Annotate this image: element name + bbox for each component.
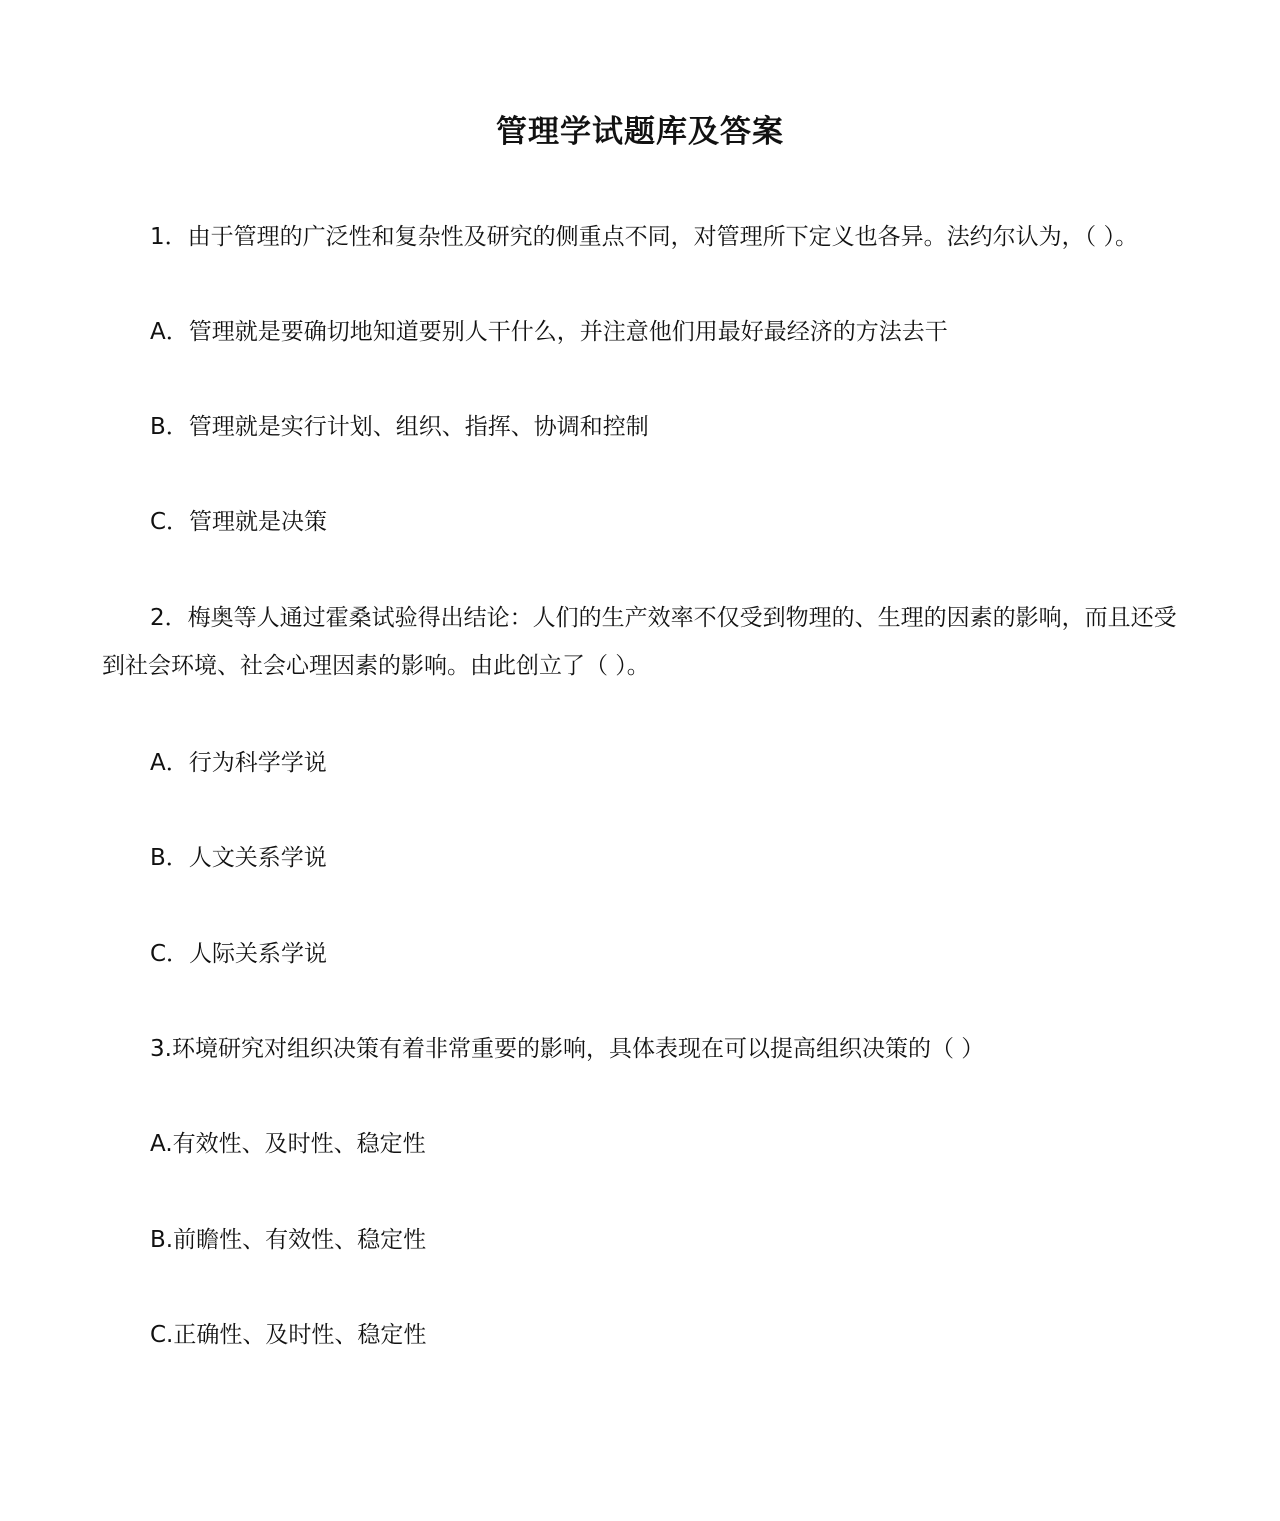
question-2-stem: 2．梅奥等人通过霍桑试验得出结论：人们的生产效率不仅受到物理的、生理的因素的影响，而且还受到社会环境、社会心理因素的影响。由此创立了（ ）。 [102,605,1177,679]
question-3-option-b: B.前瞻性、有效性、稳定性 [150,1227,427,1253]
document-title: 管理学试题库及答案 [496,114,784,150]
question-3-stem: 3.环境研究对组织决策有着非常重要的影响，具体表现在可以提高组织决策的（ ） [150,1036,985,1062]
question-1-option-b: B．管理就是实行计划、组织、指挥、协调和控制 [150,414,649,440]
question-1-option-c: C．管理就是决策 [150,509,328,535]
question-3-option-c: C.正确性、及时性、稳定性 [150,1322,427,1348]
question-1-stem: 1．由于管理的广泛性和复杂性及研究的侧重点不同，对管理所下定义也各异。法约尔认为，（ ）。 [150,224,1138,250]
question-1-option-a: A．管理就是要确切地知道要别人干什么，并注意他们用最好最经济的方法去干 [150,319,948,345]
question-3-option-a: A.有效性、及时性、稳定性 [150,1131,426,1157]
question-2-option-b: B．人文关系学说 [150,845,327,871]
question-2-option-a: A．行为科学学说 [150,750,327,776]
question-2-option-c: C．人际关系学说 [150,941,328,967]
